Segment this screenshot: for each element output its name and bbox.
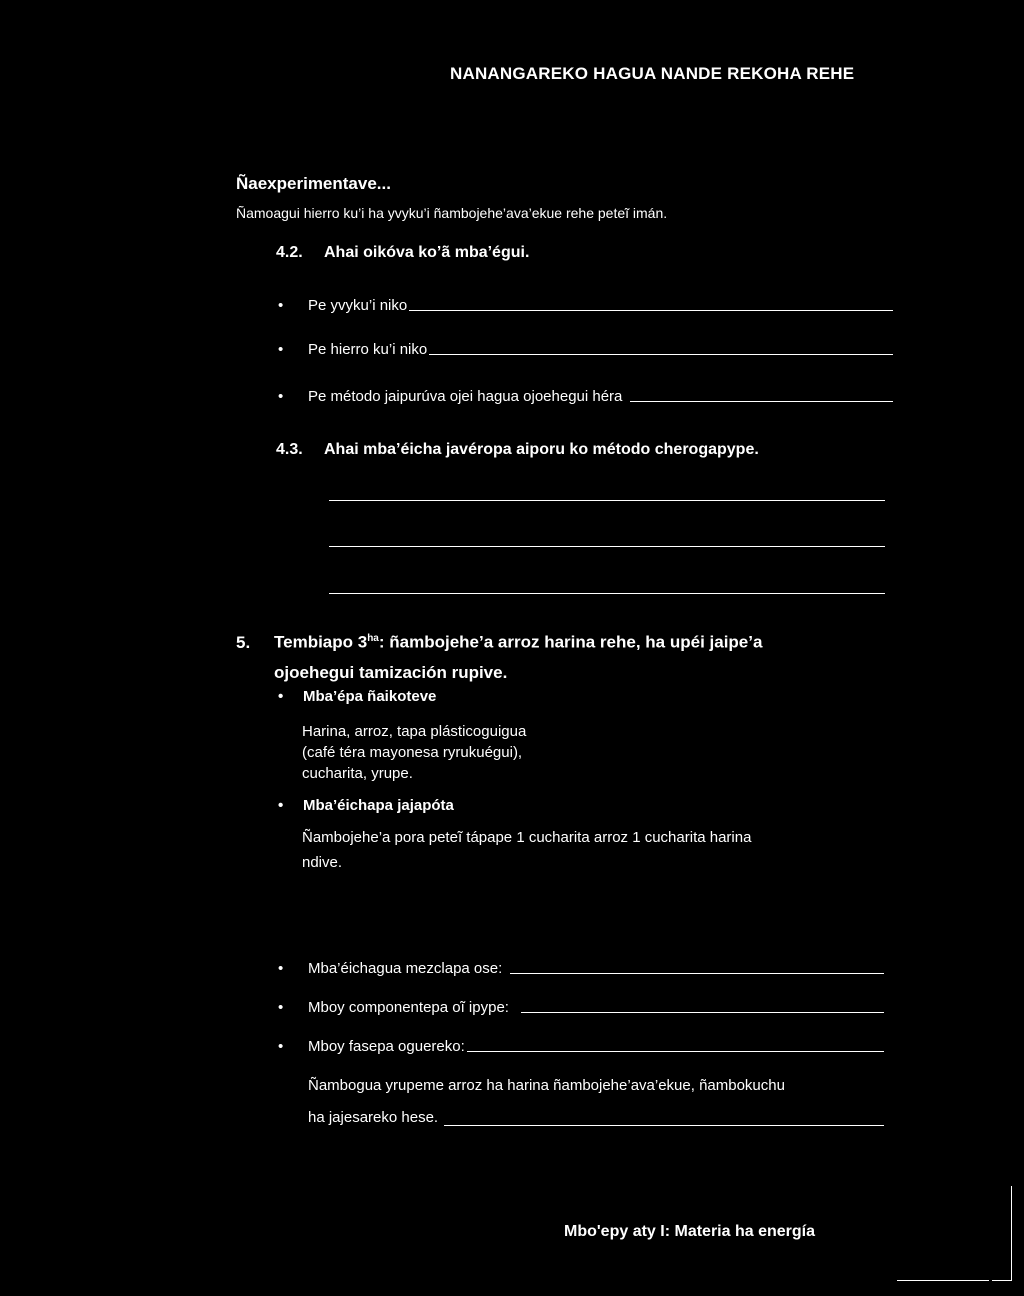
question-row: [278, 960, 884, 977]
materials-line: cucharita, yrupe.: [302, 765, 413, 782]
intro-text: Ñamoagui hierro ku’i ha yvyku’i ñambojehe’ava’ekue rehe peteĩ imán.: [236, 205, 668, 221]
answer-row: [278, 341, 893, 358]
bullet: •: [278, 1038, 284, 1055]
answer-line[interactable]: [329, 546, 885, 547]
answer-blank[interactable]: [409, 309, 893, 311]
procedure-heading: [278, 797, 454, 815]
answer-label: Pe yvyku’i niko: [308, 297, 408, 314]
section-5-title-line1: [236, 624, 762, 658]
answer-row: [278, 388, 893, 405]
question-blank[interactable]: [467, 1050, 884, 1052]
page-header: NANANGAREKO HAGUA NANDE REKOHA REHE: [450, 64, 855, 83]
answer-label: Pe método jaipurúva ojei hagua ojoehegui héra: [308, 388, 623, 405]
question-row: [278, 999, 884, 1016]
footer-rule-horizontal: [897, 1280, 989, 1281]
procedure-line: Ñambojehe’a pora peteĩ tápape 1 cucharita arroz 1 cucharita harina: [302, 829, 752, 846]
footer-rule-horizontal-short: [992, 1280, 1012, 1281]
section-number: 5.: [236, 632, 251, 652]
question-label: Mboy fasepa oguereko:: [308, 1038, 465, 1055]
title-part-a: Tembiapo 3: [274, 632, 368, 652]
bullet: •: [278, 341, 284, 358]
closing-line-1: Ñambogua yrupeme arroz ha harina ñambojehe’ava’ekue, ñambokuchu: [308, 1077, 785, 1094]
bullet: •: [278, 388, 284, 405]
closing-text: [308, 1070, 884, 1134]
closing-line-2: ha jajesareko hese.: [308, 1109, 439, 1126]
intro-title: Ñaexperimentave...: [236, 174, 391, 193]
section-number: 4.3.: [276, 441, 303, 458]
bullet: •: [278, 297, 284, 314]
question-blank[interactable]: [510, 972, 884, 974]
closing-line-2-row: [308, 1102, 884, 1134]
materials-heading: [278, 688, 436, 706]
section-5-title: [236, 624, 762, 688]
answer-label: Pe hierro ku’i niko: [308, 341, 428, 358]
footer-text: Mbo'epy aty I: Materia ha energía: [564, 1223, 815, 1240]
procedure-text: [302, 825, 751, 875]
section-title-text: Ahai oikóva ko’ã mba’égui.: [324, 244, 530, 261]
answer-blank[interactable]: [630, 400, 893, 402]
materials-line: (café téra mayonesa ryrukuégui),: [302, 744, 523, 761]
materials-head-text: Mba’épa ñaikoteve: [303, 688, 437, 705]
section-43-title: [276, 441, 759, 459]
materials-text: [302, 721, 526, 784]
question-row: [278, 1038, 884, 1055]
section-5-title-line2: ojoehegui tamización rupive.: [274, 662, 508, 682]
answer-line[interactable]: [329, 593, 885, 594]
answer-line[interactable]: [329, 500, 885, 501]
section-title-text: Ahai mba’éicha javéropa aiporu ko método cherogapype.: [324, 441, 759, 458]
section-42-title: [276, 244, 529, 262]
procedure-head-text: Mba’éichapa jajapóta: [303, 797, 454, 814]
answer-row: [278, 297, 893, 314]
title-superscript: ha: [367, 633, 379, 644]
closing-blank[interactable]: [444, 1124, 884, 1126]
bullet: •: [278, 999, 284, 1016]
bullet: •: [278, 960, 284, 977]
question-label: Mba’éichagua mezclapa ose:: [308, 960, 503, 977]
answer-blank[interactable]: [429, 353, 893, 355]
bullet: •: [278, 688, 284, 705]
materials-line: Harina, arroz, tapa plásticoguigua: [302, 723, 527, 740]
section-number: 4.2.: [276, 244, 303, 261]
procedure-line: ndive.: [302, 854, 343, 871]
question-blank[interactable]: [521, 1011, 884, 1013]
question-label: Mboy componentepa oĩ ipype:: [308, 999, 509, 1016]
footer-rule-vertical: [1011, 1186, 1012, 1280]
bullet: •: [278, 797, 284, 814]
title-part-b: : ñambojehe’a arroz harina rehe, ha upéi jaipe’a: [378, 632, 763, 652]
